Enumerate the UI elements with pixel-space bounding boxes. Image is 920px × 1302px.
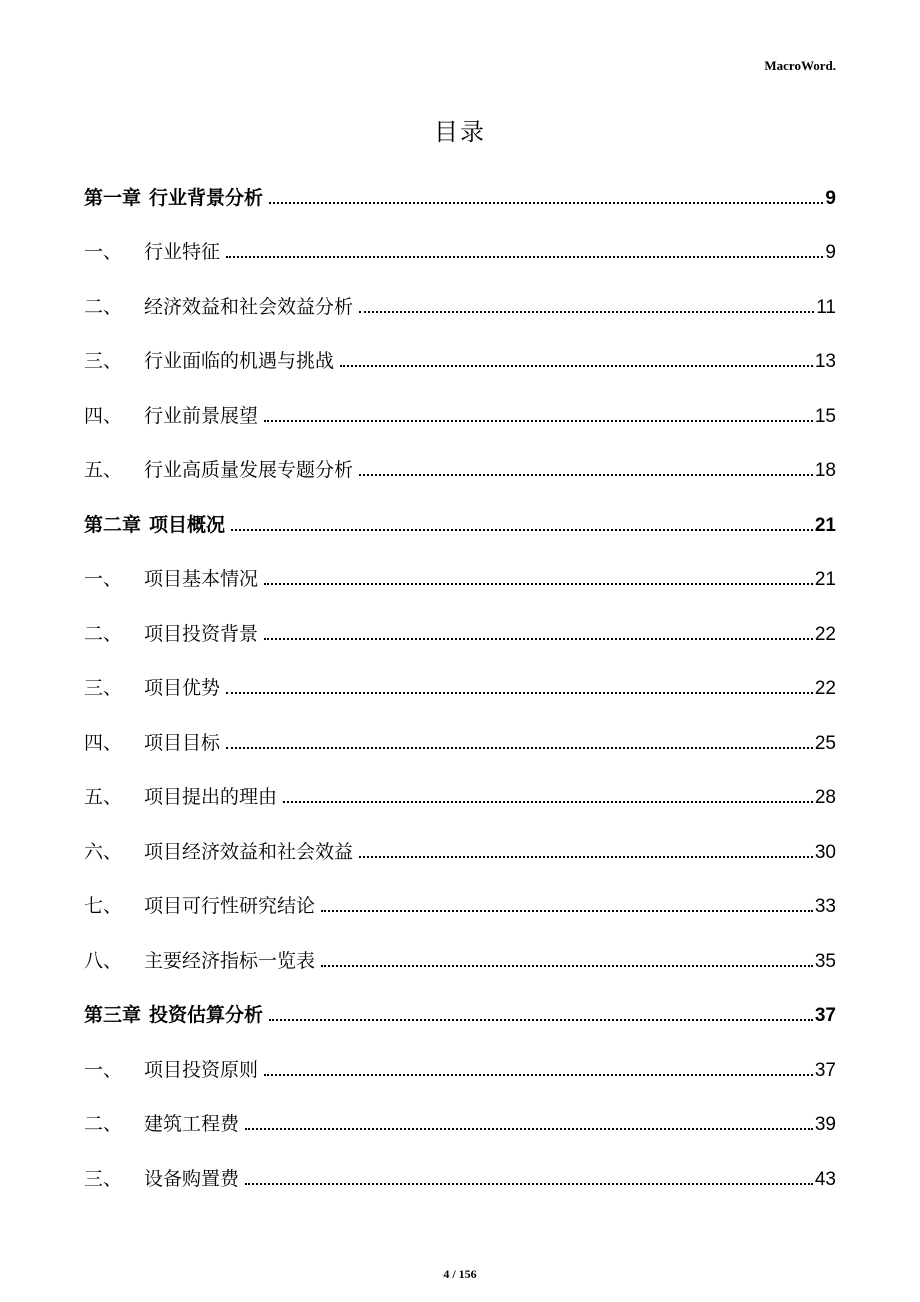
toc-entry-page-number: 9 <box>825 187 836 209</box>
toc-entry-title: 项目优势 <box>144 677 221 699</box>
toc-dot-leader <box>264 420 813 422</box>
toc-entry-number: 五、 <box>84 786 123 808</box>
toc-dot-leader <box>321 965 813 967</box>
toc-section-entry[interactable] <box>84 1140 836 1195</box>
toc-dot-leader <box>231 529 813 531</box>
toc-entry-title: 项目投资背景 <box>144 622 259 645</box>
toc-section-entry[interactable] <box>84 813 836 868</box>
toc-entry-number: 三、 <box>84 1167 123 1190</box>
toc-entry-page-number: 22 <box>814 678 836 699</box>
page-indicator: 4 / 156 <box>443 1267 477 1281</box>
toc-entry-title: 经济效益和社会效益分析 <box>144 295 354 318</box>
toc-dot-leader <box>359 474 813 476</box>
toc-entry-page-number: 9 <box>825 242 836 263</box>
toc-section-entry[interactable] <box>84 1031 836 1086</box>
toc-section-entry[interactable] <box>84 214 836 269</box>
toc-entry-page-number: 37 <box>814 1005 836 1026</box>
toc-section-entry[interactable] <box>84 377 836 432</box>
toc-dot-leader <box>226 747 813 749</box>
toc-entry-number: 四、 <box>84 404 123 427</box>
toc-section-entry[interactable] <box>84 650 836 705</box>
toc-dot-leader <box>245 1183 813 1185</box>
toc-entry-number: 一、 <box>84 241 123 263</box>
toc-entry-number: 四、 <box>84 731 123 754</box>
toc-entry-title: 项目基本情况 <box>144 568 259 590</box>
toc-entry-page-number: 18 <box>814 460 836 481</box>
toc-section-entry[interactable] <box>84 868 836 923</box>
toc-entry-title: 行业面临的机遇与挑战 <box>144 350 335 372</box>
toc-chapter-entry[interactable] <box>84 977 836 1032</box>
toc-entry-number: 二、 <box>84 1113 123 1135</box>
toc-entry-number: 七、 <box>84 895 123 917</box>
toc-dot-leader <box>269 202 823 204</box>
toc-entry-title: 行业高质量发展专题分析 <box>144 459 354 481</box>
toc-dot-leader <box>245 1128 813 1130</box>
toc-section-entry[interactable] <box>84 922 836 977</box>
toc-entry-page-number: 21 <box>814 514 836 536</box>
toc-entry-title: 设备购置费 <box>144 1167 240 1190</box>
toc-section-entry[interactable] <box>84 541 836 596</box>
toc-dot-leader <box>321 910 813 912</box>
toc-entry-page-number: 15 <box>814 405 836 427</box>
toc-entry-title: 建筑工程费 <box>144 1113 240 1135</box>
toc-entry-title: 项目投资原则 <box>144 1058 259 1081</box>
toc-section-entry[interactable] <box>84 323 836 378</box>
toc-entry-page-number: 21 <box>814 569 836 590</box>
toc-entry-title: 项目提出的理由 <box>144 786 278 808</box>
toc-entry-title: 行业背景分析 <box>149 186 264 209</box>
toc-entry-title: 项目目标 <box>144 731 221 754</box>
toc-entry-number: 第一章 <box>84 186 142 209</box>
toc-entry-number: 一、 <box>84 1058 123 1081</box>
toc-section-entry[interactable] <box>84 595 836 650</box>
table-of-contents <box>84 159 836 1195</box>
toc-entry-page-number: 39 <box>814 1114 836 1135</box>
toc-section-entry[interactable] <box>84 759 836 814</box>
toc-entry-page-number: 25 <box>814 732 836 754</box>
toc-entry-page-number: 33 <box>814 896 836 917</box>
toc-entry-number: 三、 <box>84 677 123 699</box>
toc-entry-page-number: 43 <box>814 1168 836 1190</box>
toc-chapter-entry[interactable] <box>84 486 836 541</box>
toc-dot-leader <box>359 856 813 858</box>
toc-entry-number: 第三章 <box>84 1004 142 1026</box>
toc-dot-leader <box>269 1019 813 1021</box>
toc-entry-number: 三、 <box>84 350 123 372</box>
toc-dot-leader <box>283 801 813 803</box>
toc-title: 目录 <box>434 118 486 146</box>
toc-entry-number: 二、 <box>84 295 123 318</box>
toc-entry-number: 五、 <box>84 459 123 481</box>
toc-entry-page-number: 13 <box>814 351 836 372</box>
toc-entry-page-number: 37 <box>814 1059 836 1081</box>
toc-dot-leader <box>226 692 813 694</box>
toc-entry-number: 六、 <box>84 840 123 863</box>
toc-section-entry[interactable] <box>84 704 836 759</box>
toc-dot-leader <box>340 365 813 367</box>
toc-entry-title: 项目可行性研究结论 <box>144 895 316 917</box>
toc-section-entry[interactable] <box>84 432 836 487</box>
toc-entry-number: 第二章 <box>84 513 142 536</box>
toc-section-entry[interactable] <box>84 268 836 323</box>
toc-dot-leader <box>264 1074 813 1076</box>
toc-entry-page-number: 30 <box>814 841 836 863</box>
toc-entry-page-number: 35 <box>814 950 836 972</box>
toc-entry-number: 一、 <box>84 568 123 590</box>
toc-entry-page-number: 11 <box>816 296 836 318</box>
toc-entry-page-number: 28 <box>814 787 836 808</box>
toc-entry-number: 八、 <box>84 949 123 972</box>
toc-entry-title: 行业特征 <box>144 241 221 263</box>
toc-dot-leader <box>264 638 813 640</box>
toc-chapter-entry[interactable] <box>84 159 836 214</box>
toc-entry-title: 项目概况 <box>149 513 226 536</box>
toc-dot-leader <box>226 256 823 258</box>
toc-section-entry[interactable] <box>84 1086 836 1141</box>
toc-entry-title: 投资估算分析 <box>149 1004 264 1026</box>
toc-entry-page-number: 22 <box>814 623 836 645</box>
toc-dot-leader <box>264 583 813 585</box>
toc-entry-title: 项目经济效益和社会效益 <box>144 840 354 863</box>
toc-dot-leader <box>359 311 814 313</box>
toc-entry-title: 主要经济指标一览表 <box>144 949 316 972</box>
toc-entry-number: 二、 <box>84 622 123 645</box>
toc-entry-title: 行业前景展望 <box>144 404 259 427</box>
header-brand: MacroWord. <box>764 58 836 73</box>
